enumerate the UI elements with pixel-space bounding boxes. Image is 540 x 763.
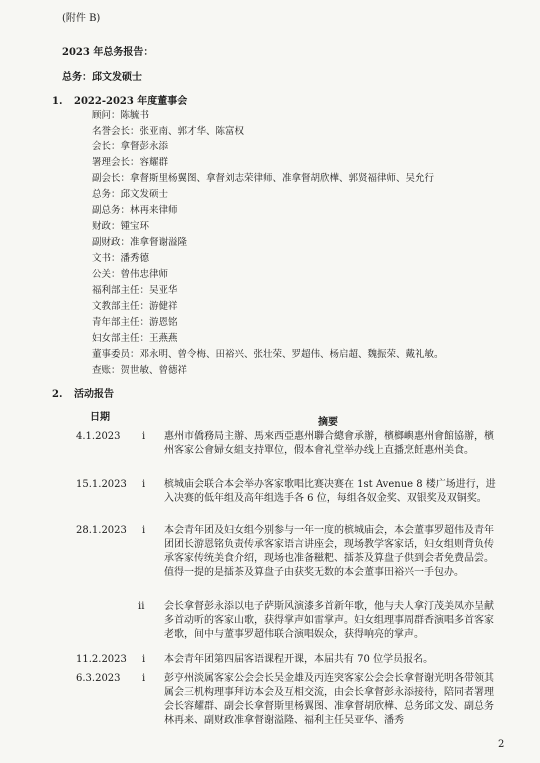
activity-summary: 惠州市僑務局主辦、馬來西亞惠州聯合總會承辦，檳榔嶼惠州會館協辦，檳州客家公會婦女組支持單位，假本會礼堂举办线上直播烹飪惠州美食。 — [164, 431, 494, 456]
board-member-line: 文教部主任：游健祥 — [92, 301, 178, 312]
board-member-line: 顾问：陈毓书 — [92, 110, 150, 121]
board-member-line: 副会长：拿督斯里杨翼图、拿督刘志荣律师、准拿督胡欣樺、郭贤福律师、吴允行 — [92, 173, 435, 184]
board-member-line: 会长：拿督彭永添 — [92, 141, 169, 152]
board-member-line: 名誉会长：张亚南、郭才华、陈富权 — [92, 126, 245, 137]
column-header-date: 日期 — [90, 412, 110, 423]
board-member-line: 青年部主任：游恩铭 — [92, 317, 178, 328]
board-member-line: 财政：锺宝环 — [92, 221, 150, 232]
activity-date: 11.2.2023 — [76, 654, 127, 665]
activity-date: 28.1.2023 — [76, 525, 127, 536]
activity-item-marker: i — [142, 431, 146, 442]
board-member-line: 署理会长：容耀群 — [92, 157, 169, 168]
board-member-line: 妇女部主任：王燕燕 — [92, 333, 178, 344]
activity-item-marker: i — [142, 525, 146, 536]
activity-date: 4.1.2023 — [76, 431, 121, 442]
section-1-number: 1. — [52, 96, 63, 107]
board-member-line: 福利部主任：吴亚华 — [92, 285, 178, 296]
board-member-line: 文书：潘秀德 — [92, 253, 150, 264]
board-member-line: 总务：邱文发硕士 — [92, 189, 169, 200]
section-2-number: 2. — [52, 389, 63, 400]
activity-item-marker: i — [142, 479, 146, 490]
section-1-title: 2022-2023 年度董事会 — [74, 96, 188, 107]
board-member-line: 查账：贺世敏、曾德祥 — [92, 365, 188, 376]
activity-summary: 会长拿督彭永添以电子萨斯风演漆多首新年歌，他与夫人拿汀茂美凤亦呈献多首动听的客家山歌，获得掌声如雷掌声。妇女组理事周群香演唱多首客家老歌，间中与董事罗超伟联合演唱娱众，获得响亮的掌声。 — [164, 601, 494, 640]
activity-date: 6.3.2023 — [76, 673, 121, 684]
board-member-line: 公关：曾伟忠律师 — [92, 269, 169, 280]
activity-item-marker: i — [142, 673, 146, 684]
activity-summary: 槟城庙会联合本会举办客家歌唱比赛决赛在 1st Avenue 8 楼广场进行，进入决赛的低年组及高年组选手各 6 位，每组各奴金奖、双银奖及双铜奖。 — [164, 479, 496, 504]
section-2-title: 活动报告 — [74, 389, 114, 400]
column-header-summary: 摘要 — [318, 417, 338, 428]
board-member-line: 副财政：准拿督谢溢隆 — [92, 237, 188, 248]
report-author: 总务：邱文发硕士 — [62, 72, 142, 83]
activity-item-marker: i — [142, 654, 146, 665]
activity-summary: 彭亨州淡属客家公会会长吴金雄及丙连突客家公会会长拿督谢光明各带领其属会三机构理事拜访本会及互相交流，由会长拿督彭永添接待，陪同者署理会长容耀群、副会长拿督斯里杨翼图、准拿督胡欣樺、总务邱文发、副总务林再来、副财政准拿督谢溢隆、福利主任吴亚华、潘秀 — [164, 673, 494, 726]
board-member-line: 董事委员：邓永明、曾令梅、田裕兴、张壮荣、罗超伟、杨启超、魏振荣、戴礼敏。 — [92, 349, 444, 360]
activity-summary: 本会青年团第四届客语课程开课，本届共有 70 位学员报名。 — [164, 654, 434, 665]
activity-item-marker: ii — [138, 601, 145, 612]
page-number: 2 — [498, 739, 505, 750]
report-title: 2023 年总务报告： — [62, 47, 154, 58]
attachment-label: (附件 B) — [62, 13, 101, 24]
activity-summary: 本会青年团及妇女组今别参与一年一度的槟城庙会，本会董事罗超伟及青年团团长游恩铭负责传承客家语言讲座会，现场教学客家话，妇女组则背负传承客家传统美食介绍，现场也准备糍粑、擂茶及算盘子供到会者免费品尝。值得一提的是擂茶及算盘子由获奖无数的本会董事田裕兴一手包办。 — [164, 525, 494, 578]
activity-date: 15.1.2023 — [76, 479, 127, 490]
board-member-line: 副总务：林再来律师 — [92, 205, 178, 216]
